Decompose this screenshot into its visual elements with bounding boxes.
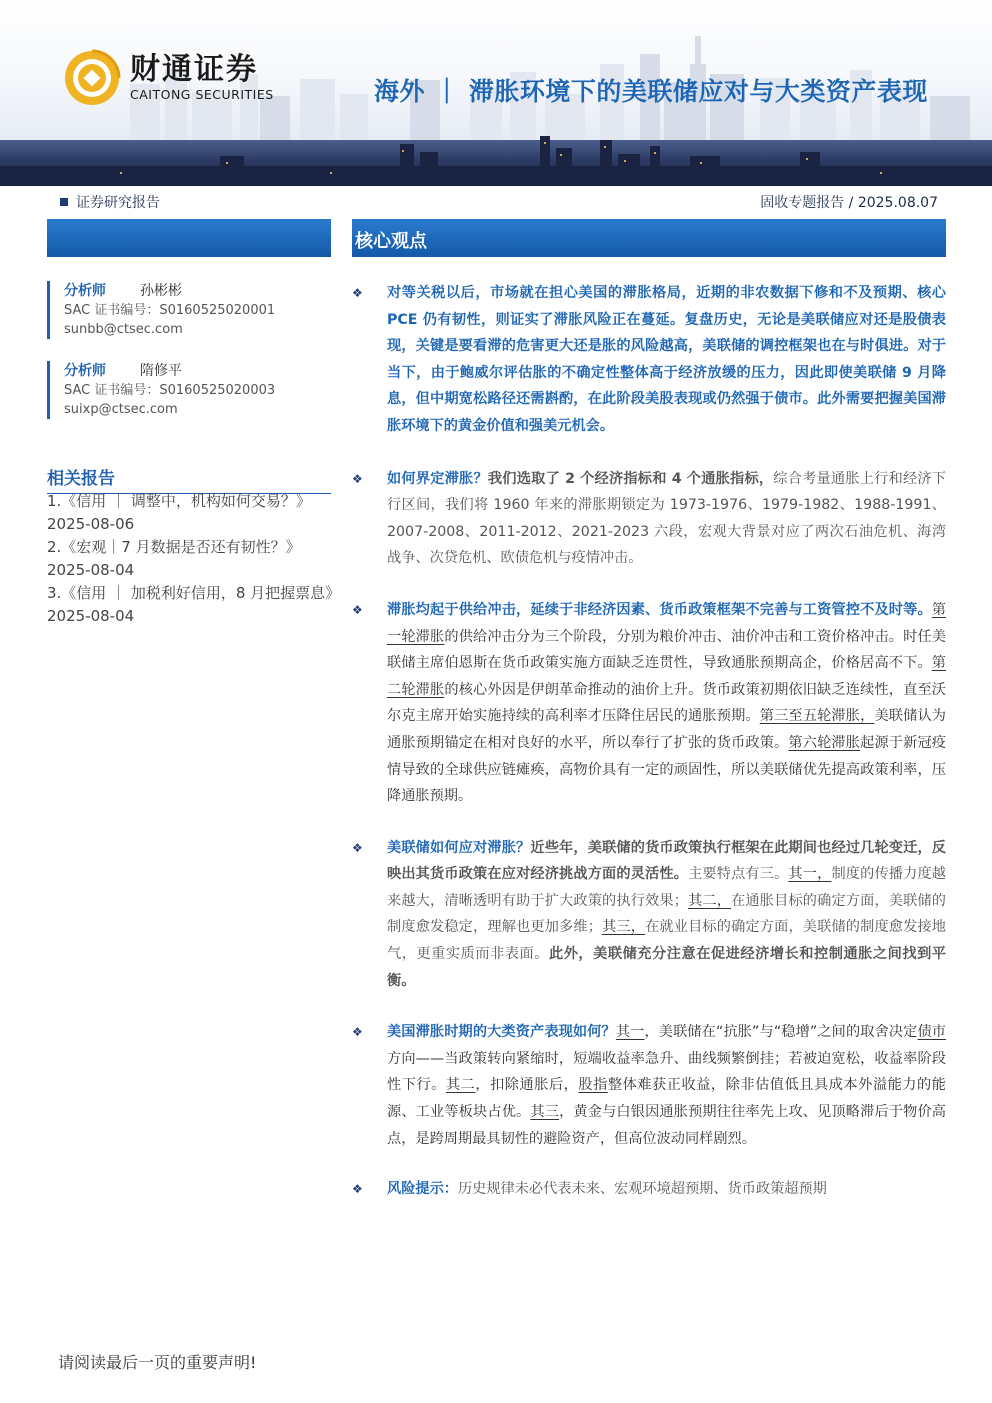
core-point-segment: 起源于新冠疫情导致的全球供应链瘫痪，高物价具有一定的顽固性，所以美联储优先提高政策利率，压降通胀预期。 bbox=[387, 734, 946, 805]
core-point-segment: ，美联储在“抗胀”与“稳增”之间的取舍决定 bbox=[644, 1024, 918, 1041]
core-point bbox=[352, 280, 946, 440]
core-point-segment: 第二轮滞胀 bbox=[387, 655, 946, 698]
related-report-date: 2025-08-04 bbox=[47, 607, 135, 625]
analyst-card bbox=[47, 361, 331, 419]
core-point bbox=[352, 597, 946, 810]
footer-disclaimer-note: 请阅读最后一页的重要声明! bbox=[58, 1353, 257, 1372]
analyst-cert: SAC 证书编号：S0160525020003 bbox=[64, 383, 276, 398]
report-type-label bbox=[60, 192, 160, 212]
core-point-text bbox=[387, 840, 946, 989]
diamond-bullet-icon: ❖ bbox=[352, 471, 363, 486]
core-point-segment: 综合考量通胀上行和经济下行区间，我们将 1960 年来的滞胀期锁定为 1973-1976、1979-1982、1988-1991、2007-2008、2011-2012、2021-2023 六段，宏观大背景对应了两次石油危机、海湾战争、次贷危机、欧债危机与疫情冲击。 bbox=[387, 470, 946, 567]
core-point-text bbox=[387, 471, 946, 567]
core-point-segment: 制度的传播力度越来越大，清晰透明有助于扩大政策的执行效果； bbox=[387, 866, 946, 909]
related-report-item[interactable] bbox=[47, 582, 341, 628]
analyst-role: 分析师 bbox=[64, 283, 106, 299]
core-point-segment: 在就业目标的确定方面，美联储的制度愈发接地气，更重实质而非表面。 bbox=[387, 919, 946, 963]
left-column-header-bar bbox=[47, 219, 331, 257]
related-reports-list bbox=[47, 490, 341, 628]
report-title: 海外 ｜ 滞胀环境下的美联储应对与大类资产表现 bbox=[374, 77, 928, 106]
core-point-segment: 债市 bbox=[917, 1024, 946, 1041]
analyst-name: 孙彬彬 bbox=[140, 283, 182, 299]
diamond-bullet-icon: ❖ bbox=[352, 1025, 363, 1040]
related-report-link[interactable]: 3.《信用 ｜ 加税利好信用，8 月把握票息》 bbox=[47, 584, 341, 602]
core-point-segment: 近些年，美联储的货币政策执行框架在此期间也经过几轮变迁，反映出其货币政策在应对经济挑战方面的灵活性。 bbox=[387, 839, 946, 883]
logo-chinese-name: 财通证券 bbox=[130, 52, 258, 87]
core-point-segment: 的核心外因是伊朗革命推动的油价上升。货币政策初期依旧缺乏连续性，直至沃尔克主席开始实施持续的高利率才压降住居民的通胀预期。 bbox=[387, 681, 946, 725]
analyst-role: 分析师 bbox=[64, 363, 106, 379]
core-point-segment: 其三， bbox=[601, 919, 646, 936]
core-point-segment: 股指 bbox=[578, 1077, 608, 1094]
related-report-item[interactable] bbox=[47, 536, 337, 582]
core-point-segment: 如何界定滞胀？ bbox=[387, 470, 488, 487]
core-point bbox=[352, 1176, 946, 1203]
related-report-date: 2025-08-06 bbox=[47, 515, 135, 533]
core-point-segment: 对等关税以后，市场就在担心美国的滞胀格局，近期的非农数据下修和不及预期、核心 PCE 仍有韧性，则证实了滞胀风险正在蔓延。复盘历史，无论是美联储应对还是股债表现，关键是要看滞的危害更大还是胀的风险越高，美联储的调控框架也在与时俱进。对于当下，由于鲍威尔评估胀的不确定性整体高于经济放缓的压力，因此即使美联储 9 月降息，但中期宽松路径还需斟酌，在此阶段美股表现或仍然强于债市。此外需要把握美国滞胀环境下的黄金价值和强美元机会。 bbox=[387, 285, 946, 434]
core-point-segment: 方向——当政策转向紧缩时，短端收益率急升、曲线频繁倒挂；若被迫宽松，收益率阶段性下行。 bbox=[387, 1050, 946, 1094]
core-point-segment: 美联储如何应对滞胀？ bbox=[387, 839, 531, 856]
core-point-text bbox=[387, 1181, 827, 1197]
report-type-text: 证券研究报告 bbox=[76, 195, 160, 211]
analyst-name: 隋修平 bbox=[140, 363, 182, 379]
related-reports-title: 相关报告 bbox=[47, 464, 331, 494]
logo-english-name: CAITONG SECURITIES bbox=[130, 87, 274, 102]
core-point-segment: ，黄金与白银因通胀预期往往率先上攻、见顶略滞后于物价高点，是跨周期最具韧性的避险资产，但高位波动同样剧烈。 bbox=[387, 1104, 946, 1147]
core-views-title: 核心观点 bbox=[355, 231, 427, 252]
diamond-bullet-icon: ❖ bbox=[352, 840, 363, 855]
analyst-email[interactable]: suixp@ctsec.com bbox=[64, 402, 178, 417]
core-views-list bbox=[352, 280, 946, 1203]
core-point-segment: 此外，美联储充分注意在促进经济增长和控制通胀之间找到平衡。 bbox=[387, 946, 946, 989]
core-point-segment: 历史规律未必代表未来、宏观环境超预期、货币政策超预期 bbox=[457, 1181, 827, 1198]
core-point-segment: ，扣除通胀后， bbox=[475, 1077, 579, 1094]
diamond-bullet-icon: ❖ bbox=[352, 286, 363, 300]
core-point-text bbox=[387, 285, 946, 434]
core-point-segment: 其二 bbox=[445, 1077, 476, 1094]
core-point-segment: 第三至五轮滞胀， bbox=[759, 708, 875, 725]
analyst-card bbox=[47, 281, 331, 339]
core-point-segment: 其二， bbox=[687, 892, 732, 909]
core-point-segment: 整体难获正收益，除非估值低且具成本外溢能力的能源、工业等板块占优。 bbox=[387, 1077, 946, 1121]
core-point-segment: 的供给冲击分为三个阶段，分别为粮价冲击、油价冲击和工资价格冲击。时任美联储主席伯恩斯在货币政策实施方面缺乏连贯性，导致通胀预期高企，价格居高不下。 bbox=[387, 628, 946, 672]
core-point-text bbox=[387, 1024, 946, 1146]
core-point-segment: 我们选取了 2 个经济指标和 4 个通胀指标， bbox=[487, 470, 774, 487]
square-bullet-icon bbox=[60, 198, 68, 206]
core-point bbox=[352, 466, 946, 572]
core-point-segment: 其一， bbox=[788, 866, 832, 883]
caitong-coin-logo-icon bbox=[62, 48, 122, 108]
night-skyline-icon bbox=[0, 126, 992, 186]
related-report-link[interactable]: 1.《信用 ｜ 调整中，机构如何交易？》 bbox=[47, 492, 311, 510]
core-point-segment: 第一轮滞胀 bbox=[387, 601, 946, 645]
core-point bbox=[352, 1019, 946, 1152]
core-point-segment: 其一 bbox=[615, 1024, 645, 1041]
core-point bbox=[352, 835, 946, 995]
core-point-segment: 主要特点有三。 bbox=[688, 866, 789, 883]
related-report-date: 2025-08-04 bbox=[47, 561, 135, 579]
core-point-segment: 滞胀均起于供给冲击，延续于非经济因素、货币政策框架不完善与工资管控不及时等。 bbox=[387, 601, 932, 618]
related-report-link[interactable]: 2.《宏观｜7 月数据是否还有韧性？》 bbox=[47, 538, 301, 556]
core-point-segment: 在通胀目标的确定方面，美联储的制度愈发稳定，理解也更加多维； bbox=[387, 892, 946, 936]
header-banner bbox=[0, 0, 992, 186]
core-point-segment: 其三 bbox=[530, 1104, 560, 1121]
diamond-bullet-icon: ❖ bbox=[352, 602, 363, 617]
core-point-segment: 美联储认为通胀预期锚定在相对良好的水平，所以奉行了扩张的货币政策。 bbox=[387, 708, 946, 751]
core-point-segment: 第六轮滞胀 bbox=[788, 734, 861, 751]
core-point-segment: 美国滞胀时期的大类资产表现如何？ bbox=[387, 1024, 616, 1041]
related-report-item[interactable] bbox=[47, 490, 337, 536]
core-point-segment: 风险提示： bbox=[387, 1181, 458, 1198]
company-logo bbox=[62, 48, 274, 108]
report-meta: 固收专题报告 / 2025.08.07 bbox=[760, 195, 938, 211]
core-point-text bbox=[387, 602, 946, 804]
diamond-bullet-icon: ❖ bbox=[352, 1182, 363, 1197]
core-views-header-bar bbox=[352, 219, 946, 257]
analyst-email[interactable]: sunbb@ctsec.com bbox=[64, 322, 183, 337]
analyst-cert: SAC 证书编号：S0160525020001 bbox=[64, 303, 276, 318]
